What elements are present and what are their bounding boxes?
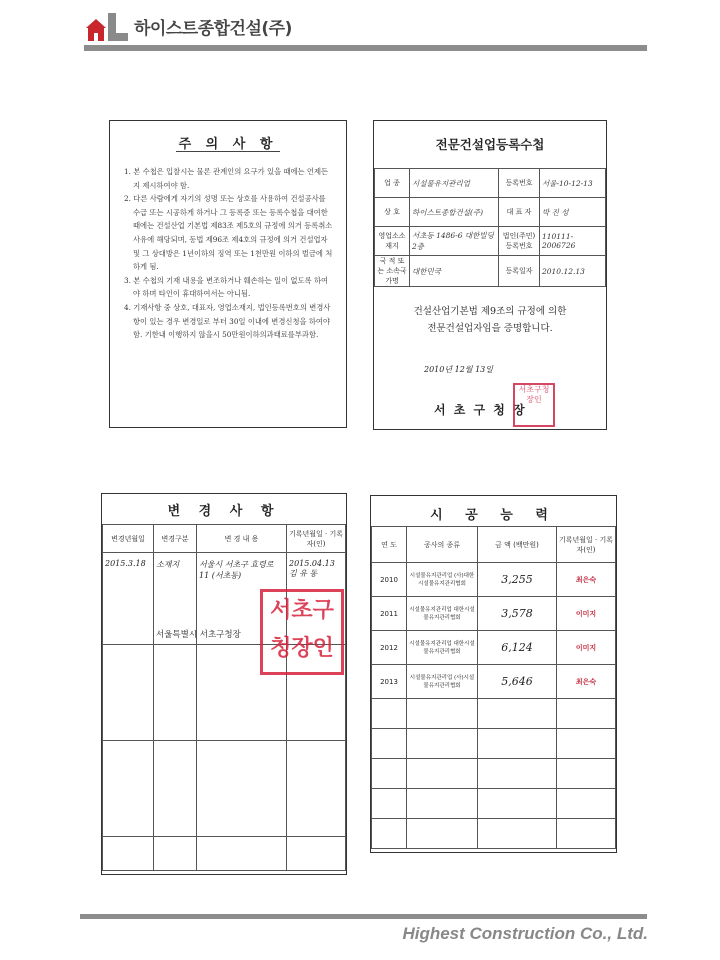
cap-record: 이미지 xyxy=(557,597,616,631)
label-reg-no: 등록번호 xyxy=(498,169,539,198)
empty-cell xyxy=(287,837,346,871)
cap-kind: 시설물유지관리업 대한시설물유지관리협회 xyxy=(407,597,478,631)
label-representative: 대 표 자 xyxy=(498,198,539,227)
empty-cell xyxy=(557,729,616,759)
value-reg-no: 서울-10-12-13 xyxy=(539,169,605,198)
empty-cell xyxy=(154,837,197,871)
certificate-line: 건설산업기본법 제9조의 규정에 의한 xyxy=(413,306,567,317)
cap-kind: 시설물유지관리업 대한시설물유지관리협회 xyxy=(407,631,478,665)
cap-amount: 3,255 xyxy=(478,563,557,597)
label-reg-date: 등록일자 xyxy=(498,256,539,287)
empty-cell xyxy=(197,741,287,837)
changes-title: 변 경 사 항 xyxy=(167,504,281,519)
change-type: 소재지 xyxy=(154,553,197,645)
empty-cell xyxy=(103,837,154,871)
change-content: 서울시 서초구 효령로 11 (서초동) xyxy=(197,553,287,645)
notice-page xyxy=(109,120,347,428)
header-divider xyxy=(84,45,647,51)
issuer-name: 서 초 구 청 장 xyxy=(434,403,527,417)
cap-year: 2010 xyxy=(372,563,407,597)
cap-year: 2011 xyxy=(372,597,407,631)
empty-cell xyxy=(478,729,557,759)
cap-kind: 시설물유지관리업 (사)대한시설물유지관리협회 xyxy=(407,563,478,597)
change-date: 2015.3.18 xyxy=(103,553,154,645)
col-header: 연 도 xyxy=(372,527,407,563)
cap-amount: 3,578 xyxy=(478,597,557,631)
empty-cell xyxy=(372,789,407,819)
empty-cell xyxy=(372,819,407,849)
cap-record: 최은숙 xyxy=(557,665,616,699)
notice-item: 3. 본 수첩의 기재 내용을 변조하거나 훼손하는 일이 없도록 하여야 하며 타인이 휴대하여서는 아니됨. xyxy=(124,275,329,299)
official-seal-icon: 서초구청장인 xyxy=(260,589,344,675)
empty-cell xyxy=(103,645,154,741)
official-seal-icon: 서초구청장인 xyxy=(513,383,555,427)
cap-record: 최은숙 xyxy=(557,563,616,597)
empty-cell xyxy=(407,759,478,789)
label-corp-no: 법인(주민) 등록번호 xyxy=(498,227,539,256)
office-note: 서울특별시 서초구청장 xyxy=(156,630,241,640)
col-header: 변경구분 xyxy=(154,525,197,553)
empty-cell xyxy=(478,759,557,789)
changes-page xyxy=(101,493,347,875)
capability-page xyxy=(370,495,617,853)
changes-table xyxy=(102,524,346,871)
footer-divider xyxy=(80,914,647,919)
empty-cell xyxy=(372,759,407,789)
company-logo-icon xyxy=(84,11,130,41)
change-record: 2015.04.13 김 유 동 xyxy=(287,553,346,645)
registration-title: 전문건설업등록수첩 xyxy=(435,137,545,152)
col-header: 기록년월일 · 기록자(인) xyxy=(287,525,346,553)
value-business: 시설물유지관리업 xyxy=(410,169,499,198)
cap-kind: 시설물유지관리업 (사)시설물유지관리협회 xyxy=(407,665,478,699)
empty-cell xyxy=(372,699,407,729)
empty-cell xyxy=(557,759,616,789)
empty-cell xyxy=(287,741,346,837)
empty-cell xyxy=(197,837,287,871)
value-address: 서초동 1486-6 대한빌딩 2층 xyxy=(410,227,499,256)
notice-item: 1. 본 수첩은 입찰시는 물론 관계인의 요구가 있을 때에는 언제든지 제시하여야 함. xyxy=(124,167,329,190)
footer-english-name: Highest Construction Co., Ltd. xyxy=(402,924,648,943)
empty-cell xyxy=(407,699,478,729)
certificate-line: 전문건설업자임을 증명합니다. xyxy=(427,323,553,334)
notice-title: 주 의 사 항 xyxy=(178,137,278,152)
capability-table xyxy=(371,526,616,849)
col-header: 기록년월일 · 기록자(인) xyxy=(557,527,616,563)
company-name: 하이스트종합건설(주) xyxy=(134,18,292,39)
issue-date: 2010년 12월 13일 xyxy=(424,365,493,374)
empty-cell xyxy=(557,819,616,849)
value-representative: 박 진 성 xyxy=(539,198,605,227)
page-header xyxy=(84,10,292,42)
label-nationality: 국 적 또는 소속국가명 xyxy=(375,256,410,287)
value-trade-name: 하이스트종합건설(주) xyxy=(410,198,499,227)
empty-cell xyxy=(154,645,197,741)
empty-cell xyxy=(154,741,197,837)
label-address: 영업소소재지 xyxy=(375,227,410,256)
empty-cell xyxy=(407,729,478,759)
col-header: 변경년월일 xyxy=(103,525,154,553)
value-corp-no: 110111-2006726 xyxy=(539,227,605,256)
empty-cell xyxy=(478,819,557,849)
certificate-text xyxy=(374,303,606,337)
empty-cell xyxy=(407,819,478,849)
registration-page xyxy=(373,120,607,430)
notice-body xyxy=(124,165,334,342)
empty-cell xyxy=(557,699,616,729)
empty-cell xyxy=(557,789,616,819)
cap-year: 2013 xyxy=(372,665,407,699)
value-nationality: 대한민국 xyxy=(410,256,499,287)
empty-cell xyxy=(103,741,154,837)
notice-item: 2. 다른 사람에게 자기의 성명 또는 상호를 사용하여 건설공사를 수급 또는 시공하게 하거나 그 등록증 또는 등록수첩을 대여한 때에는 건설산업 기본법 제83조 제5호의 규정에 의거 등록취소 사유에 해당되며, 동법 제96조 제4호의 규정에 의거 건설업자 및 그 상대방은 1년이하의 징역 또는 1천만원 이하의 벌금에 처하게 됨. xyxy=(124,194,333,272)
col-header: 금 액 (백만원) xyxy=(478,527,557,563)
label-trade-name: 상 호 xyxy=(375,198,410,227)
label-business: 업 종 xyxy=(375,169,410,198)
empty-cell xyxy=(478,789,557,819)
cap-year: 2012 xyxy=(372,631,407,665)
notice-item: 4. 기재사항 중 상호, 대표자, 영업소재지, 법인등록번호의 변경사항이 있는 경우 변경일로 부터 30일 이내에 변경신청을 하여야 함. 기한내 이행하지 않을시 50만원이하의과태료를부과함. xyxy=(124,302,331,340)
empty-cell xyxy=(478,699,557,729)
empty-cell xyxy=(372,729,407,759)
cap-record: 이미지 xyxy=(557,631,616,665)
empty-cell xyxy=(407,789,478,819)
value-reg-date: 2010.12.13 xyxy=(539,256,605,287)
registration-table xyxy=(374,168,606,287)
col-header: 변 경 내 용 xyxy=(197,525,287,553)
cap-amount: 6,124 xyxy=(478,631,557,665)
capability-title: 시 공 능 력 xyxy=(430,508,557,523)
title-underline xyxy=(176,151,280,152)
col-header: 공사의 종류 xyxy=(407,527,478,563)
cap-amount: 5,646 xyxy=(478,665,557,699)
